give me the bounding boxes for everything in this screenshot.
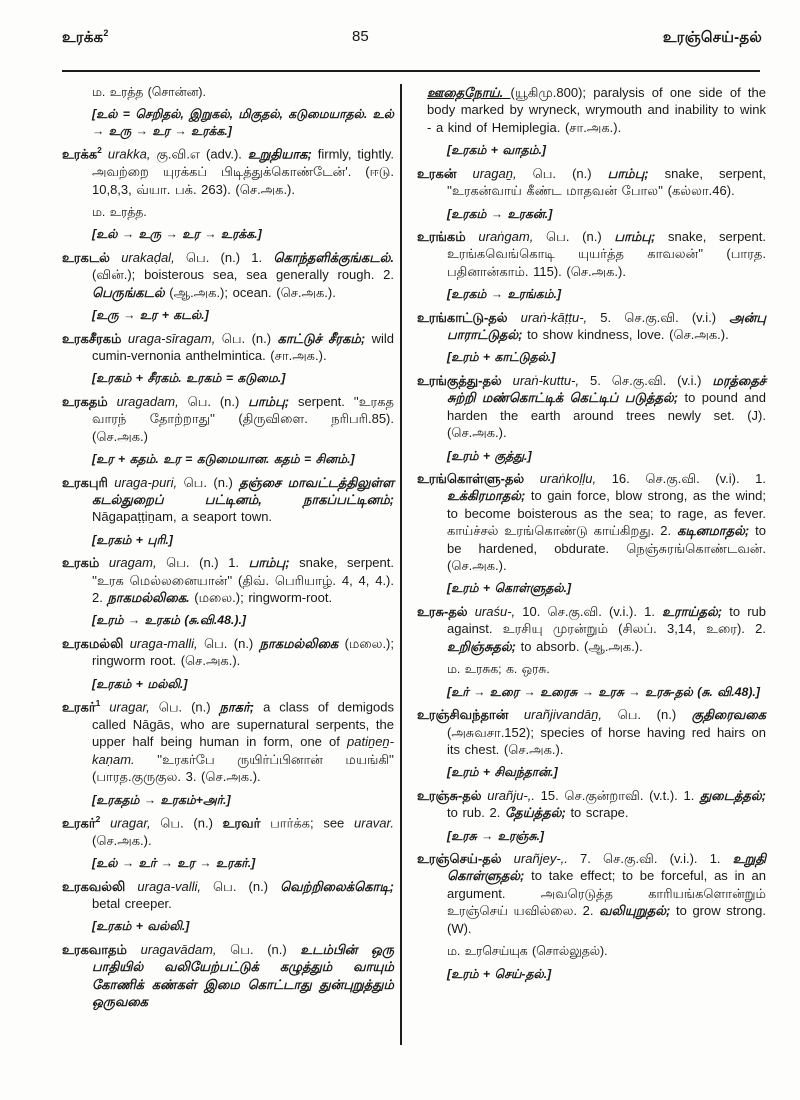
- run-text: 2: [95, 814, 101, 825]
- run-text: [உரகம் + மல்லி.]: [92, 676, 188, 691]
- run-text: firmly, tightly. அவற்றை யுரக்கப் பிடித்துக்கொண்டேன்'. (ஈடு. 10,8,3, வ்யா. பக். 263). (செ.அக.).: [92, 146, 394, 197]
- dictionary-entry: [62, 330, 394, 365]
- headword-text: உரகம்: [62, 555, 100, 571]
- run-text: serpent. ''உரகத வாரந் தோற்றாது'' (திருவிளை. நரிபரி.85). (செ.அக.): [92, 393, 395, 444]
- run-text: uragaṉ,: [456, 165, 533, 181]
- run-text: (அசுவசா.152); species of horse having red hairs on its chest. (செ.அக.).: [447, 724, 766, 757]
- run-text: to absorb. (ஆ.அக.).: [520, 638, 643, 654]
- run-text: snake, serpent, ''உரகன்வாய் கீண்ட மாதவன் போல'' (கல்லா.46).: [447, 165, 766, 199]
- run-text: மரத்தைச் சுற்றி மண்கொட்டிக் கெட்டிப் படுத்தல்;: [447, 372, 766, 406]
- run-text: ம. உரசெய்யுக (சொல்லுதல்).: [447, 944, 608, 959]
- etymology-line: [62, 792, 394, 808]
- etymology-line: [62, 612, 394, 628]
- run-text: 5. செ.கு.வி. (v.i.): [590, 372, 713, 388]
- run-text: உறுதியாக;: [247, 146, 318, 162]
- etymology-line: [62, 451, 394, 467]
- run-text: urakka,: [101, 146, 157, 162]
- run-text: நாகமல்லிகை.: [107, 590, 195, 606]
- run-text: [உல் → உர் → உர → உரகர்.]: [92, 856, 256, 871]
- headword-text: உரங்குத்து-தல்: [417, 372, 502, 388]
- header-right-guideword: உரஞ்செய்-தல்: [662, 29, 762, 46]
- headword-text: உரஞ்செய்-தல்: [417, 851, 502, 867]
- etymology-line: [62, 918, 394, 934]
- etymology-line: [417, 684, 766, 700]
- run-text: [உரகம் + வாதம்.]: [447, 143, 546, 158]
- run-text: (வின்.); boisterous sea, sea generally rough. 2.: [92, 267, 394, 283]
- left-column: [62, 84, 400, 1045]
- run-text: 16. செ.கு.வி. (v.i). 1.: [611, 471, 766, 487]
- guideword-text: உரக்க: [62, 29, 104, 46]
- run-text: urakaḍal,: [109, 249, 186, 265]
- dictionary-entry: [417, 787, 766, 822]
- cognate-note: [417, 943, 766, 959]
- run-text: பெ. (n.): [158, 699, 220, 715]
- run-text: uraṅ-kuttu-,: [501, 372, 591, 388]
- run-text: பார்க்க; see: [270, 815, 355, 831]
- run-text: uraga-sīragam,: [121, 330, 222, 346]
- etymology-line: [417, 206, 766, 222]
- headword-text: உரகபுரி: [62, 474, 108, 490]
- run-text: to pound and harden the earth around trees newly set. (J). (செ.அக.).: [447, 390, 766, 441]
- dictionary-entry: [417, 470, 766, 574]
- run-text: உக்கிரமாதல்;: [447, 488, 531, 504]
- run-text: a class of demigods called Nāgās, who are supernatural serpents, the upper half being human in form, one of: [92, 699, 394, 750]
- run-text: to show kindness, love. (செ.அக.).: [527, 327, 729, 343]
- run-text: uraga-puri,: [107, 474, 184, 490]
- dictionary-entry: [62, 814, 394, 849]
- dictionary-entry: [62, 554, 394, 606]
- run-text: uraṅ-kāṭṭu-,: [507, 309, 601, 325]
- run-text: [உரசு → உரஞ்சு.]: [447, 828, 545, 843]
- etymology-line: [417, 966, 766, 982]
- run-text: [உரு → உர + கடல்.]: [92, 308, 209, 323]
- headword-text: உரகசீரகம்: [62, 330, 122, 346]
- page-number: 85: [352, 28, 369, 45]
- run-text: to gain force, blow strong, as the wind; to become boisterous as the sea; to rage, as fever. காய்ச்சல் உரங்கொண்டு காய்கிறது. 2.: [447, 488, 766, 539]
- cognate-note: [62, 204, 394, 220]
- run-text: 10. செ.கு.வி. (v.i.). 1.: [522, 603, 663, 619]
- dictionary-entry: [62, 393, 394, 445]
- etymology-line: [62, 855, 394, 871]
- run-text: அன்பு பாராட்டுதல்;: [447, 309, 766, 343]
- run-text: [உர் → உரை → உரைசு → உரசு → உரசு-தல் (சு. வி.48).]: [447, 684, 760, 699]
- run-text: வலியுறுதல்;: [599, 903, 676, 919]
- run-text: betal creeper.: [92, 896, 172, 912]
- run-text: ''உரகர்பே ருயிர்ப்பினான் மயங்கி'' (பாரத.குருகுல. 3. (செ.அக.).: [92, 751, 394, 785]
- run-text: பெ. (n.) 1.: [166, 555, 249, 571]
- run-text: பெ. (n.): [532, 165, 608, 181]
- dictionary-entry: [62, 635, 394, 670]
- run-text: காட்டுச் சீரகம்;: [277, 330, 372, 346]
- dictionary-entry: [62, 249, 394, 301]
- run-text: பெ. (n.): [183, 474, 240, 490]
- run-text: [உல் = செறிதல், இறுகல், மிகுதல், கடுமையாதல். உல் → உரு → உர → உரக்க.]: [92, 107, 394, 138]
- headword-text: உரவர்: [222, 815, 271, 831]
- run-text: to grow strong. (W).: [447, 903, 766, 936]
- run-text: கு.வி.எ (adv.).: [156, 146, 248, 162]
- headword-text: உரகதம்: [62, 393, 108, 409]
- headword-text: உரஞ்சு-தல்: [417, 787, 482, 803]
- dictionary-entry: [62, 145, 394, 198]
- run-text: பாம்பு;: [248, 555, 300, 571]
- run-text: [உரகம் + சீரகம். உரகம் = கடுமை.]: [92, 371, 286, 386]
- run-text: [உல் → உரு → உர → உரக்க.]: [92, 227, 262, 242]
- right-column: [402, 84, 766, 1045]
- run-text: [உரம் + செய்-தல்.]: [447, 966, 552, 981]
- dictionary-entry: [417, 228, 766, 280]
- run-text: வெற்றிலைக்கொடி;: [280, 878, 394, 894]
- run-text: urañjey-,.: [501, 851, 581, 867]
- guideword-superscript: 2: [103, 28, 109, 38]
- run-text: wild cumin-vernonia anthelmintica. (சா.அக.).: [92, 330, 394, 363]
- headword-text: உரசு-தல்: [417, 603, 468, 619]
- run-text: 15. செ.குன்றாவி. (v.t.). 1.: [540, 787, 701, 803]
- header-left-guideword: [62, 28, 109, 48]
- run-text: கடினமாதல்;: [677, 523, 756, 539]
- run-text: பெருங்கடல்: [92, 284, 170, 300]
- run-text: to take effect; to be forceful, as in an argument. அவரெடுத்த காரியங்களொன்றும் உரஞ்செய் யவில்லை. 2.: [447, 868, 766, 919]
- run-text: to rub against. உரசியு முரன்றும் (சிலப். 3,14, உரை). 2.: [447, 603, 766, 637]
- etymology-line: [62, 676, 394, 692]
- run-text: ம. உரத்த.: [92, 204, 147, 219]
- run-text: (யூகிமு.800); paralysis of one side of the body marked by wryneck, wrymouth and inability to wink - a kind of Hemiplegia. (சா.அக.).: [427, 85, 766, 135]
- run-text: ம. உரத்த (சொன்ன).: [92, 85, 206, 99]
- etymology-line: [417, 349, 766, 365]
- run-text: uravar.: [354, 815, 394, 831]
- run-text: 2: [97, 145, 102, 156]
- run-text: உடம்பின் ஒரு பாதியில் வலியேற்பட்டுக் கழுத்தும் வாயும் கோணிக் கண்கள் இமை கொட்டாது துன்புறுத்தும் ஒருவகை: [92, 941, 394, 1010]
- run-text: [உரம் → உரகம் (சு.வி.48.).]: [92, 613, 246, 628]
- etymology-line: [417, 764, 766, 780]
- headword-text: உரங்கொள்ளு-தல்: [417, 471, 525, 487]
- header-rule: [62, 70, 760, 72]
- run-text: (மலை.); ringworm-root.: [194, 590, 333, 606]
- run-text: உறிஞ்சுதல்;: [447, 638, 521, 654]
- dictionary-entry: [417, 309, 766, 344]
- etymology-line: [62, 307, 394, 323]
- headword-text: உரகவாதம்: [62, 941, 127, 957]
- run-text: uragar,: [100, 699, 159, 715]
- run-text: 5. செ.கு.வி. (v.i.): [600, 309, 730, 325]
- run-text: [உரம் + குத்து.]: [447, 448, 532, 463]
- run-text: கொந்தளிக்குங்கடல்.: [273, 249, 394, 265]
- dictionary-entry: [417, 850, 766, 937]
- run-text: பெ. (n.): [213, 878, 281, 894]
- run-text: உராய்தல்;: [662, 603, 730, 619]
- run-text: (மலை.); ringworm root. (செ.அக.).: [92, 635, 394, 669]
- run-text: நாகமல்லிகை: [259, 635, 345, 651]
- run-text: to rub. 2.: [447, 805, 505, 821]
- dictionary-entry: [62, 698, 394, 785]
- run-text: பெ. (n.): [617, 707, 692, 723]
- run-text: பாம்பு;: [248, 393, 298, 409]
- run-text: பெ. (n.): [221, 330, 278, 346]
- cognate-note: [62, 84, 394, 100]
- run-text: பெ. (n.): [203, 635, 260, 651]
- dictionary-entry: [62, 878, 394, 913]
- run-text: பெ. (n.): [230, 941, 301, 957]
- run-text: [உரம் + சிவந்தான்.]: [447, 765, 558, 780]
- etymology-line: [62, 226, 394, 242]
- run-text: [உரகதம் → உரகம்+அர்.]: [92, 792, 231, 807]
- run-text: [உரம் + கொள்ளுதல்.]: [447, 581, 572, 596]
- run-text: பெ. (n.): [160, 815, 223, 831]
- run-text: Nāgapaṭṭiṉam, a seaport town.: [92, 509, 273, 525]
- headword-text: உரகமல்லி: [62, 635, 124, 651]
- run-text: snake, serpent. உரங்கவெங்கொடி யுயர்த்த காவலன்'' (பாரத. பதினான்காம். 115). (செ.அக.).: [447, 228, 766, 279]
- dictionary-entry: [417, 706, 766, 758]
- headword-text: உரகடல்: [62, 249, 110, 265]
- run-text: [உரகம் + வல்லி.]: [92, 919, 190, 934]
- run-text: uraga-valli,: [125, 878, 214, 894]
- run-text: (ஆ.அக.); ocean. (செ.அக.).: [169, 284, 336, 300]
- dictionary-entry: [417, 603, 766, 655]
- run-text: uraśu-,: [467, 603, 523, 619]
- run-text: உறுதி கொள்ளுதல்;: [447, 851, 767, 884]
- run-text: [உர + கதம். உர = கடுமையான. கதம் = சினம்.]: [92, 452, 355, 467]
- run-text: uraga-malli,: [123, 635, 204, 651]
- headword-text: உரங்கம்: [417, 228, 466, 244]
- run-text: patiṉeṉ-kaṇam.: [92, 734, 394, 767]
- headword-text: உரகர்: [62, 815, 96, 831]
- run-text: [உரகம் + புரி.]: [92, 532, 173, 547]
- run-text: 7. செ.கு.வி. (v.i.). 1.: [580, 851, 733, 867]
- run-text: 1: [95, 698, 101, 709]
- dictionary-entry: [62, 474, 394, 526]
- etymology-line: [417, 286, 766, 302]
- etymology-line: [417, 448, 766, 464]
- run-text: ஊதைநோய்.: [427, 85, 511, 100]
- run-text: uragam,: [99, 555, 167, 571]
- run-text: [உரகம் → உரகன்.]: [447, 206, 553, 221]
- run-text: (செ.அக.).: [92, 832, 152, 848]
- etymology-line: [62, 370, 394, 386]
- run-text: to scrape.: [570, 805, 629, 821]
- headword-text: உரகர்: [62, 699, 96, 715]
- run-text: [உரம் + காட்டுதல்.]: [447, 350, 556, 365]
- run-text: urañju-,.: [481, 787, 541, 803]
- etymology-line: [62, 532, 394, 548]
- run-text: snake, serpent. ''உரக மெல்லனையான்'' (திவ். பெரியாழ். 4, 4, 4.). 2.: [92, 555, 394, 606]
- etymology-line: [417, 142, 766, 158]
- page-header: [62, 28, 762, 48]
- run-text: பெ. (n.): [546, 228, 615, 244]
- headword-text: உரக்க: [62, 146, 98, 162]
- cognate-note: [417, 661, 766, 677]
- dictionary-columns: [62, 84, 766, 1045]
- run-text: to be hardened, obdurate. நெஞ்சுரங்கொண்டவன். (செ.அக.).: [447, 523, 766, 574]
- run-text: uragavādam,: [127, 941, 231, 957]
- headword-text: உரஞ்சிவந்தான்: [417, 707, 509, 723]
- run-text: தஞ்சை மாவட்டத்திலுள்ள கடல்துறைப் பட்டினம், நாகப்பட்டினம்;: [92, 474, 395, 507]
- dictionary-entry: [417, 165, 766, 200]
- run-text: பாம்பு;: [614, 228, 668, 244]
- run-text: குதிரைவகை: [691, 707, 766, 723]
- run-text: uragadam,: [107, 393, 188, 409]
- run-text: துடைத்தல்;: [700, 787, 766, 803]
- run-text: ம. உரசுக; க. ஒரசு.: [447, 662, 550, 677]
- run-text: uragar,: [100, 815, 161, 831]
- run-text: uraṅgam,: [465, 228, 547, 244]
- run-text: uraṅkoḷḷu,: [524, 471, 612, 487]
- run-text: பெ. (n.) 1.: [185, 249, 274, 265]
- run-text: பெ. (n.): [187, 393, 249, 409]
- run-text: [உரகம் → உரங்கம்.]: [447, 287, 562, 302]
- headword-text: உரங்காட்டு-தல்: [417, 309, 508, 325]
- dictionary-entry: [62, 941, 394, 1011]
- etymology-line: [62, 106, 394, 139]
- etymology-line: [417, 580, 766, 596]
- headword-text: உரகவல்லி: [62, 878, 126, 894]
- run-text: தேய்த்தல்;: [504, 805, 571, 821]
- run-text: பாம்பு;: [607, 165, 665, 181]
- headword-text: உரகன்: [417, 165, 457, 181]
- etymology-line: [417, 828, 766, 844]
- entry-continuation: [417, 84, 766, 136]
- dictionary-entry: [417, 372, 766, 442]
- run-text: நாகர்;: [219, 699, 264, 715]
- run-text: urañjivandāṉ,: [508, 707, 618, 723]
